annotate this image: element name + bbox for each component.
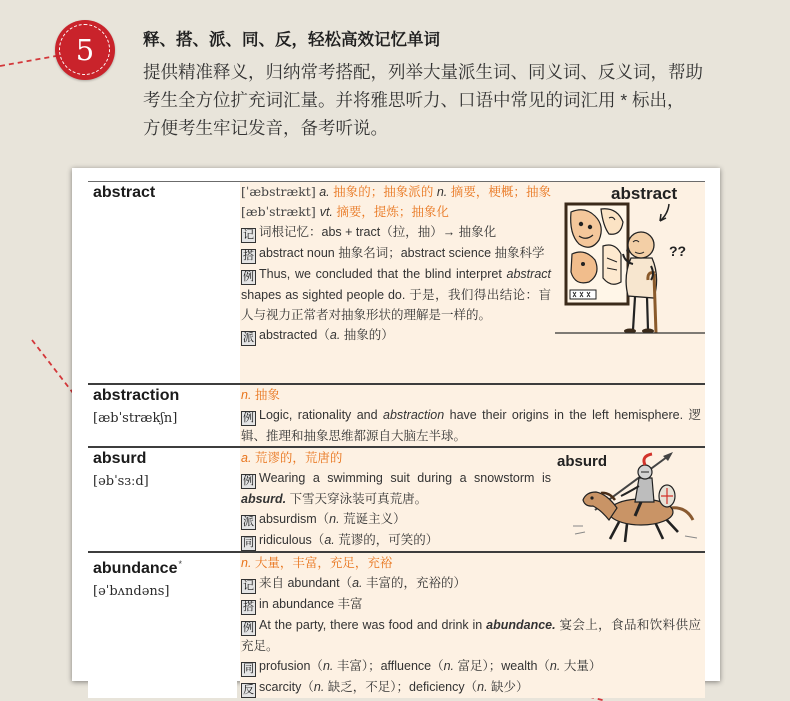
section-number-badge: [55, 20, 115, 80]
definition-meaning: [241, 553, 701, 573]
definition-text: n.: [477, 680, 488, 694]
vocabulary-table: [88, 181, 705, 698]
definition-text: 摘要，梗概；抽象: [450, 185, 551, 199]
definition-text: 荒谬的，荒唐的: [251, 451, 343, 465]
definition-synonym: [241, 656, 701, 677]
example-tag: 例: [243, 622, 254, 634]
definition-text: [æbˈstrækt]: [241, 204, 320, 219]
collocation-tag: 搭: [243, 250, 254, 262]
definition-text: 抽象的）: [340, 328, 394, 342]
headword-phonetic: [əbˈsɜːd]: [93, 474, 149, 489]
definition-text: n.: [241, 556, 252, 570]
absurd-illustration: [555, 448, 705, 544]
definition-text: 宴会上，食品和饮料供应充足。: [241, 618, 701, 653]
antonym-tag: 反: [243, 684, 254, 696]
illustration-label: abstract: [611, 184, 678, 203]
headword-text: abundance: [93, 560, 178, 577]
definition-text: 富足）；wealth（: [454, 659, 550, 673]
definition-text: a.: [241, 451, 252, 465]
word-cell: [88, 182, 237, 383]
synonym-tag: 同: [243, 663, 254, 675]
definition-text: 荒谬的，可笑的）: [334, 533, 439, 547]
definition-text: n.: [329, 512, 340, 526]
definition-text: 大量）: [560, 659, 602, 673]
derivative-tag: 派: [243, 332, 254, 344]
definition-text: a.: [315, 185, 334, 199]
definition-text: 大量，丰富，充足，充裕: [251, 556, 393, 570]
definition-text: Logic, rationality and: [259, 408, 384, 422]
definition-text: profusion（: [259, 659, 323, 673]
word-cell: [88, 553, 237, 698]
question-marks: ??: [669, 243, 687, 259]
definition-antonym: [241, 677, 701, 698]
word-cell: [88, 385, 237, 446]
vocabulary-sample-card: [72, 168, 720, 696]
definition-list: [241, 553, 701, 698]
definition-text: abstract noun 抽象名词；abstract science 抽象科学: [259, 246, 545, 260]
definition-text: n.: [443, 659, 455, 673]
definition-text: n.: [549, 659, 561, 673]
definition-text: [ˈæbstrækt]: [241, 184, 316, 199]
definition-text: 缺乏，不足）；deficiency（: [324, 680, 478, 694]
definition-text: 摘要，提炼；抽象化: [336, 205, 449, 219]
definition-text: abundance.: [486, 618, 556, 632]
entry-row-abstraction: [88, 383, 705, 446]
derivative-tag: 派: [243, 516, 254, 528]
old-man-figure: [623, 232, 657, 334]
frequent-word-star: *: [178, 559, 182, 569]
memory-tag: 记: [243, 229, 254, 241]
description-line: 考生全方位扩充词汇量。并将雅思听力、口语中常见的词汇用 * 标出，: [143, 90, 685, 110]
collocation-tag: 搭: [243, 601, 254, 613]
definition-list: [241, 385, 701, 446]
definition-text: 荒诞主义）: [339, 512, 406, 526]
example-tag: 例: [243, 412, 254, 424]
motion-lines: [573, 526, 697, 538]
definition-text: 抽象: [251, 388, 280, 402]
dashed-line-top: [0, 56, 56, 66]
definition-text: Wearing a swimming suit during a snowstorm is: [259, 471, 551, 485]
definition-text: absurd.: [241, 492, 287, 506]
description-line: 提供精准释义，归纳常考搭配，列举大量派生词、同义词、反义词，帮助: [143, 62, 703, 82]
definition-text: n.: [433, 185, 451, 199]
definition-memory: [241, 573, 701, 594]
definition-text: 下雪天穿泳装可真荒唐。: [286, 492, 428, 506]
entry-row-abstract: [88, 181, 705, 383]
definition-text: 来自 abundant（: [259, 576, 353, 590]
definition-text: scarcity（: [259, 680, 314, 694]
headword: absurd: [93, 450, 147, 467]
entry-row-absurd: [88, 446, 705, 551]
section-number: 5: [75, 33, 95, 67]
arrow-icon: [660, 204, 669, 221]
definition-text: At the party, there was food and drink in: [259, 618, 487, 632]
definition-text: n.: [322, 659, 334, 673]
definition-text: have their origins in the left hemisphere. 逻辑、推理和抽象思维都源自大脑左半球。: [241, 408, 701, 443]
word-cell: [88, 448, 237, 551]
abstract-painting: [566, 204, 628, 304]
definition-text: 词根记忆：abs + tract（拉，抽）→ 抽象化: [259, 225, 497, 239]
definition-text: 丰富）；affluence（: [333, 659, 444, 673]
example-tag: 例: [243, 475, 254, 487]
definition-text: vt.: [319, 205, 337, 219]
headword: abstract: [93, 184, 156, 201]
definition-collocation: [241, 594, 701, 615]
definition-text: 抽象的；抽象派的: [333, 185, 434, 199]
definition-text: abstraction: [383, 408, 445, 422]
definition-cell: [240, 385, 705, 446]
definition-example: [241, 405, 701, 446]
illustration-label: absurd: [557, 453, 608, 470]
definition-cell: [240, 553, 705, 698]
headword: abstraction: [93, 387, 180, 404]
definition-text: in abundance 丰富: [259, 597, 363, 611]
memory-tag: 记: [243, 580, 254, 592]
definition-text: abstract: [506, 267, 551, 281]
headword: [93, 553, 237, 580]
definition-text: n.: [241, 388, 252, 402]
definition-cell: [240, 182, 705, 383]
entry-row-abundance: [88, 551, 705, 698]
definition-text: 缺少）: [487, 680, 529, 694]
definition-meaning: [241, 385, 701, 405]
definition-text: 丰富的，充裕的）: [362, 576, 467, 590]
definition-text: Thus, we concluded that the blind interpret: [259, 267, 507, 281]
definition-text: a.: [324, 533, 335, 547]
definition-text: a.: [352, 576, 363, 590]
section-description: [143, 58, 703, 142]
synonym-tag: 同: [243, 537, 254, 549]
definition-cell: [240, 448, 705, 551]
definition-text: a.: [329, 328, 341, 342]
headword-phonetic: [æbˈstrækʃn]: [93, 411, 178, 426]
section-title: 释、搭、派、同、反，轻松高效记忆单词: [143, 31, 440, 49]
definition-text: abstracted（: [259, 328, 330, 342]
abstract-illustration: [555, 182, 705, 347]
definition-text: absurdism（: [259, 512, 330, 526]
definition-example: [241, 615, 701, 656]
description-line: 方便考生牢记发音，备考听说。: [143, 118, 388, 138]
definition-text: ridiculous（: [259, 533, 325, 547]
example-tag: 例: [243, 271, 254, 283]
definition-text: shapes as sighted people do. 于是，我们得出结论：盲人与视力正常者对抽象形状的理解是一样的。: [241, 288, 551, 322]
definition-text: n.: [313, 680, 325, 694]
headword-phonetic: [əˈbʌndəns]: [93, 584, 170, 599]
